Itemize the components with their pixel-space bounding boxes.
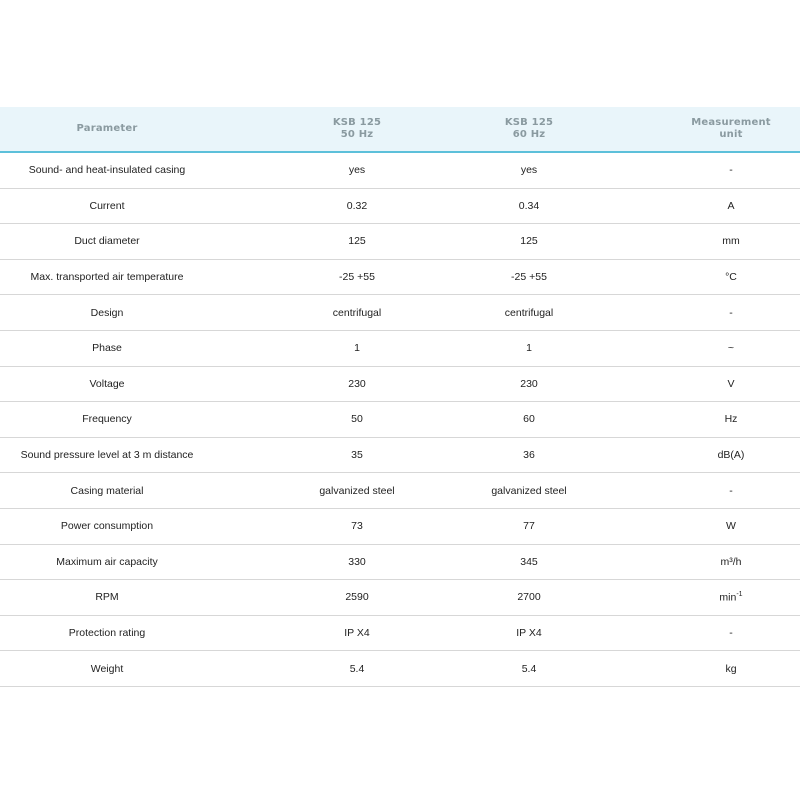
table-row xyxy=(0,224,800,260)
spec-table xyxy=(0,107,800,687)
cell-value-60hz: 345 xyxy=(520,555,538,568)
cell-parameter: Casing material xyxy=(70,484,144,497)
cell-parameter: Phase xyxy=(92,342,122,355)
cell-unit: W xyxy=(726,520,736,533)
table-row xyxy=(0,153,800,189)
header-model-60hz xyxy=(505,117,553,141)
cell-unit: mm xyxy=(722,235,740,248)
table-row xyxy=(0,189,800,225)
cell-value-50hz: -25 +55 xyxy=(339,271,375,284)
table-row xyxy=(0,260,800,296)
cell-unit: m³/h xyxy=(720,555,742,568)
cell-unit: °C xyxy=(725,271,737,284)
cell-parameter: Power consumption xyxy=(60,520,154,533)
cell-value-60hz: -25 +55 xyxy=(511,271,547,284)
table-row xyxy=(0,545,800,581)
cell-value-60hz: yes xyxy=(520,164,538,177)
cell-unit: ~ xyxy=(727,342,735,355)
cell-parameter: Current xyxy=(89,199,125,212)
cell-value-60hz: centrifugal xyxy=(504,306,554,319)
cell-value-50hz: 330 xyxy=(348,555,366,568)
cell-parameter: Voltage xyxy=(89,377,125,390)
cell-unit: Hz xyxy=(724,413,738,426)
cell-value-50hz: 230 xyxy=(348,377,366,390)
header-model-50hz xyxy=(333,117,381,141)
cell-unit: A xyxy=(727,199,735,212)
cell-unit: V xyxy=(727,377,735,390)
cell-value-50hz: 73 xyxy=(351,520,363,533)
cell-value-60hz: 230 xyxy=(520,377,538,390)
cell-parameter: Frequency xyxy=(82,413,132,426)
cell-value-50hz: galvanized steel xyxy=(319,484,395,497)
cell-value-50hz: 0.32 xyxy=(346,199,368,212)
cell-parameter: RPM xyxy=(95,591,119,604)
cell-value-60hz: 2700 xyxy=(517,591,541,604)
cell-parameter: Sound pressure level at 3 m distance xyxy=(20,449,194,462)
cell-value-50hz: 125 xyxy=(348,235,366,248)
cell-value-50hz: IP X4 xyxy=(344,627,370,640)
unit-base: min xyxy=(719,591,737,604)
cell-unit: kg xyxy=(725,662,737,675)
cell-parameter: Sound- and heat-insulated casing xyxy=(28,164,186,177)
cell-parameter: Design xyxy=(90,306,124,319)
cell-value-60hz: 0.34 xyxy=(518,199,540,212)
header-model-60hz-freq: 60 Hz xyxy=(512,129,546,140)
cell-value-50hz: 50 xyxy=(351,413,363,426)
table-row xyxy=(0,580,800,616)
cell-value-50hz: 2590 xyxy=(345,591,369,604)
header-measurement-unit: Measurement unit xyxy=(691,117,771,140)
cell-unit: - xyxy=(729,164,733,177)
cell-value-50hz: 1 xyxy=(354,342,360,355)
cell-unit: dB(A) xyxy=(717,449,745,462)
cell-value-60hz: 77 xyxy=(523,520,535,533)
cell-parameter: Weight xyxy=(90,662,124,675)
cell-value-50hz: 5.4 xyxy=(349,662,365,675)
cell-value-60hz: 36 xyxy=(523,449,535,462)
cell-unit: - xyxy=(729,627,733,640)
header-model-50hz-freq: 50 Hz xyxy=(340,129,374,140)
table-row xyxy=(0,438,800,474)
cell-value-50hz: centrifugal xyxy=(332,306,382,319)
table-row xyxy=(0,331,800,367)
table-row xyxy=(0,616,800,652)
header-model-60hz-name: KSB 125 xyxy=(504,117,554,128)
cell-value-60hz: galvanized steel xyxy=(491,484,567,497)
cell-value-60hz: 1 xyxy=(526,342,532,355)
cell-value-60hz: 60 xyxy=(523,413,535,426)
table-row xyxy=(0,402,800,438)
header-model-50hz-name: KSB 125 xyxy=(332,117,382,128)
cell-parameter: Protection rating xyxy=(68,627,146,640)
unit-exponent: -1 xyxy=(736,591,743,599)
table-row xyxy=(0,295,800,331)
cell-unit: - xyxy=(729,484,733,497)
cell-value-60hz: 5.4 xyxy=(521,662,537,675)
table-body xyxy=(0,153,800,687)
cell-parameter: Duct diameter xyxy=(74,235,140,248)
table-row xyxy=(0,651,800,687)
cell-value-50hz: 35 xyxy=(351,449,363,462)
cell-parameter: Maximum air capacity xyxy=(56,555,158,568)
cell-value-50hz: yes xyxy=(348,164,366,177)
cell-value-60hz: 125 xyxy=(520,235,538,248)
table-row xyxy=(0,473,800,509)
header-parameter: Parameter xyxy=(76,123,138,134)
table-header xyxy=(0,107,800,153)
cell-unit: - xyxy=(729,306,733,319)
table-row xyxy=(0,367,800,403)
cell-parameter: Max. transported air temperature xyxy=(30,271,184,284)
cell-unit xyxy=(719,591,742,604)
cell-value-60hz: IP X4 xyxy=(516,627,542,640)
table-row xyxy=(0,509,800,545)
